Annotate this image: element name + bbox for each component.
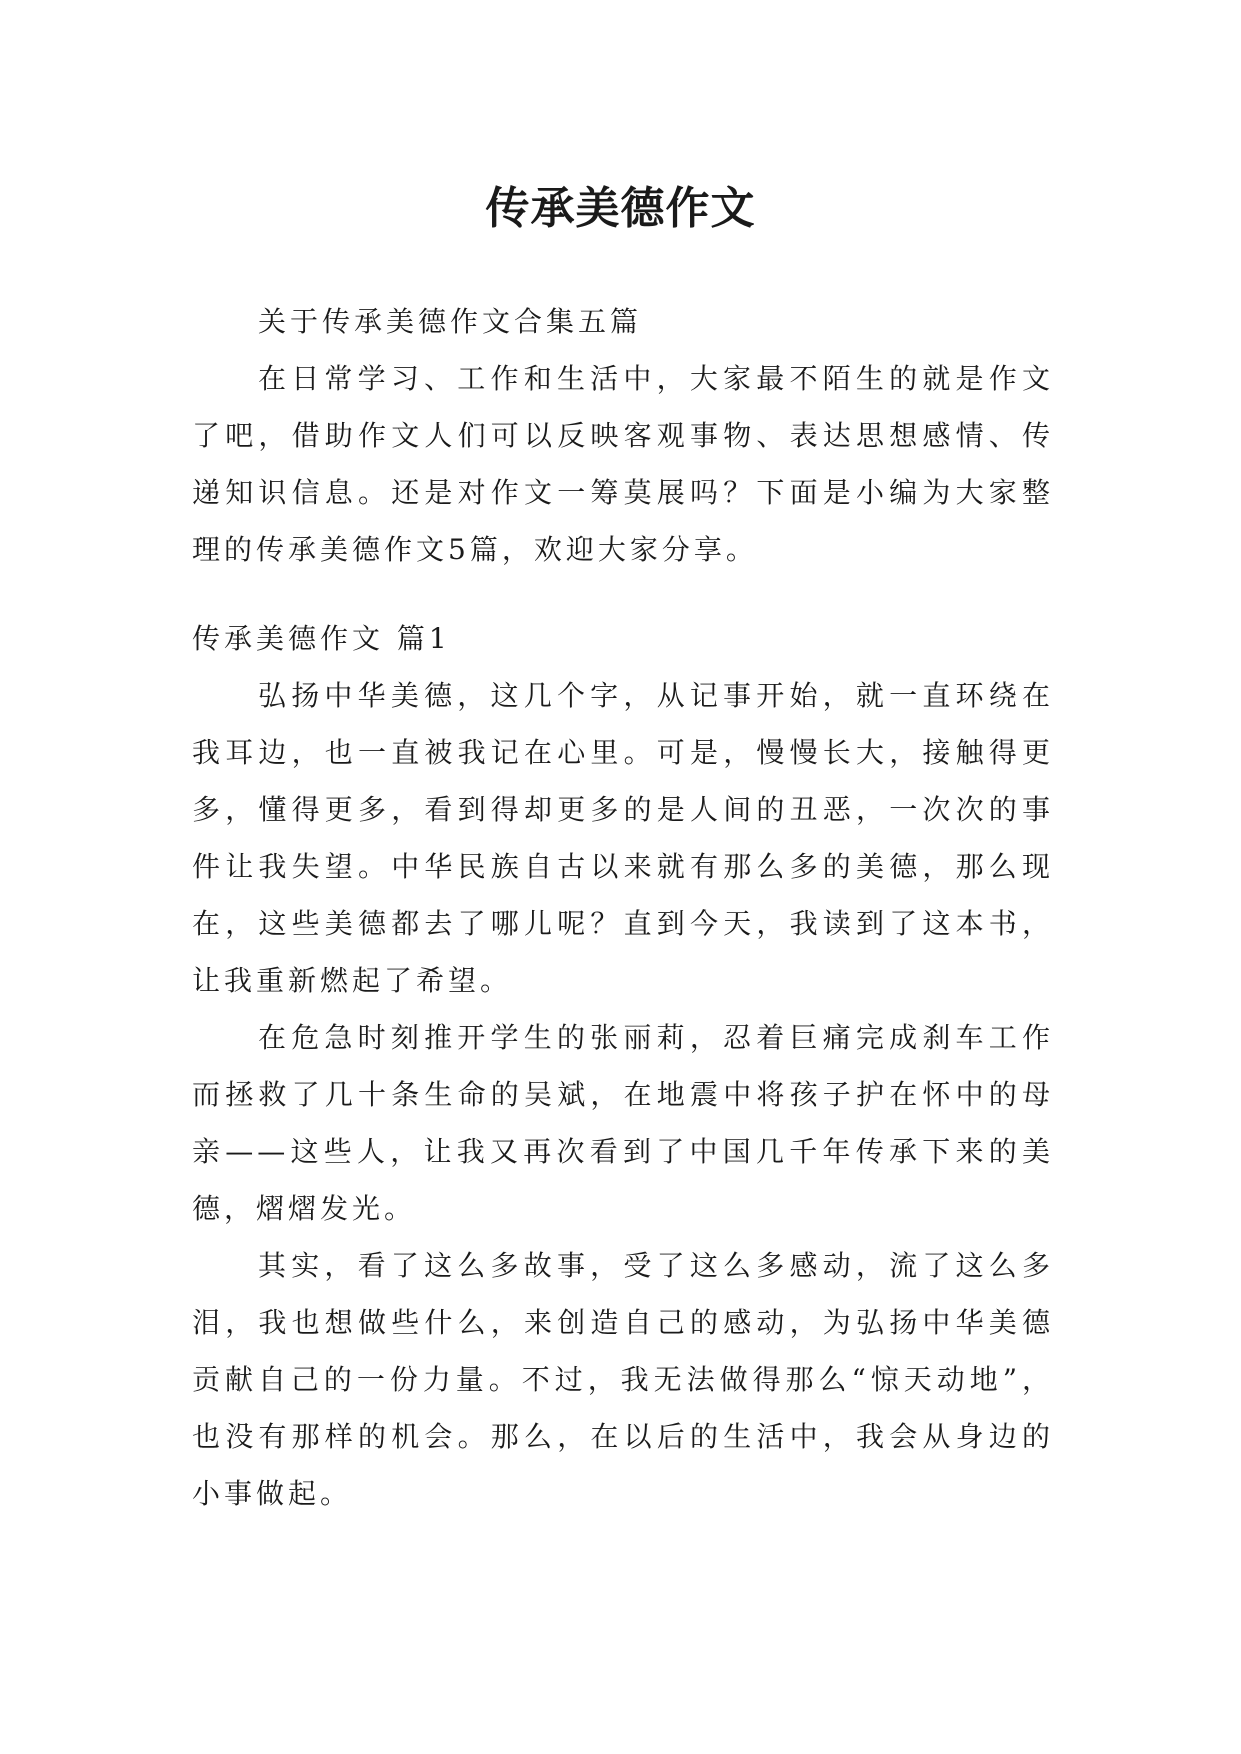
document-title: 传承美德作文 (485, 183, 756, 235)
section-heading: 传承美德作文 篇1 (192, 622, 451, 655)
article-paragraph-2: 在危急时刻推开学生的张丽莉，忍着巨痛完成刹车工作而拯救了几十条生命的吴斌，在地震中将孩子护在怀中的母亲——这些人，让我又再次看到了中国几千年传承下来的美德，熠熠发光。 (192, 1021, 1054, 1225)
article-paragraph-1: 弘扬中华美德，这几个字，从记事开始，就一直环绕在我耳边，也一直被我记在心里。可是，慢慢长大，接触得更多，懂得更多，看到得却更多的是人间的丑恶，一次次的事件让我失望。中华民族自古以来就有那么多的美德，那么现在，这些美德都去了哪儿呢？直到今天，我读到了这本书，让我重新燃起了希望。 (192, 679, 1054, 997)
intro-lead: 关于传承美德作文合集五篇 (258, 305, 643, 338)
intro-paragraph: 在日常学习、工作和生活中，大家最不陌生的就是作文了吧，借助作文人们可以反映客观事物、表达思想感情、传递知识信息。还是对作文一筹莫展吗？下面是小编为大家整理的传承美德作文5篇，欢迎大家分享。 (192, 362, 1054, 566)
intro-block (192, 293, 1054, 578)
article-paragraph-3: 其实，看了这么多故事，受了这么多感动，流了这么多泪，我也想做些什么，来创造自己的感动，为弘扬中华美德贡献自己的一份力量。不过，我无法做得那么“惊天动地”，也没有那样的机会。那么，在以后的生活中，我会从身边的小事做起。 (192, 1249, 1054, 1510)
article-body (192, 667, 1054, 1522)
